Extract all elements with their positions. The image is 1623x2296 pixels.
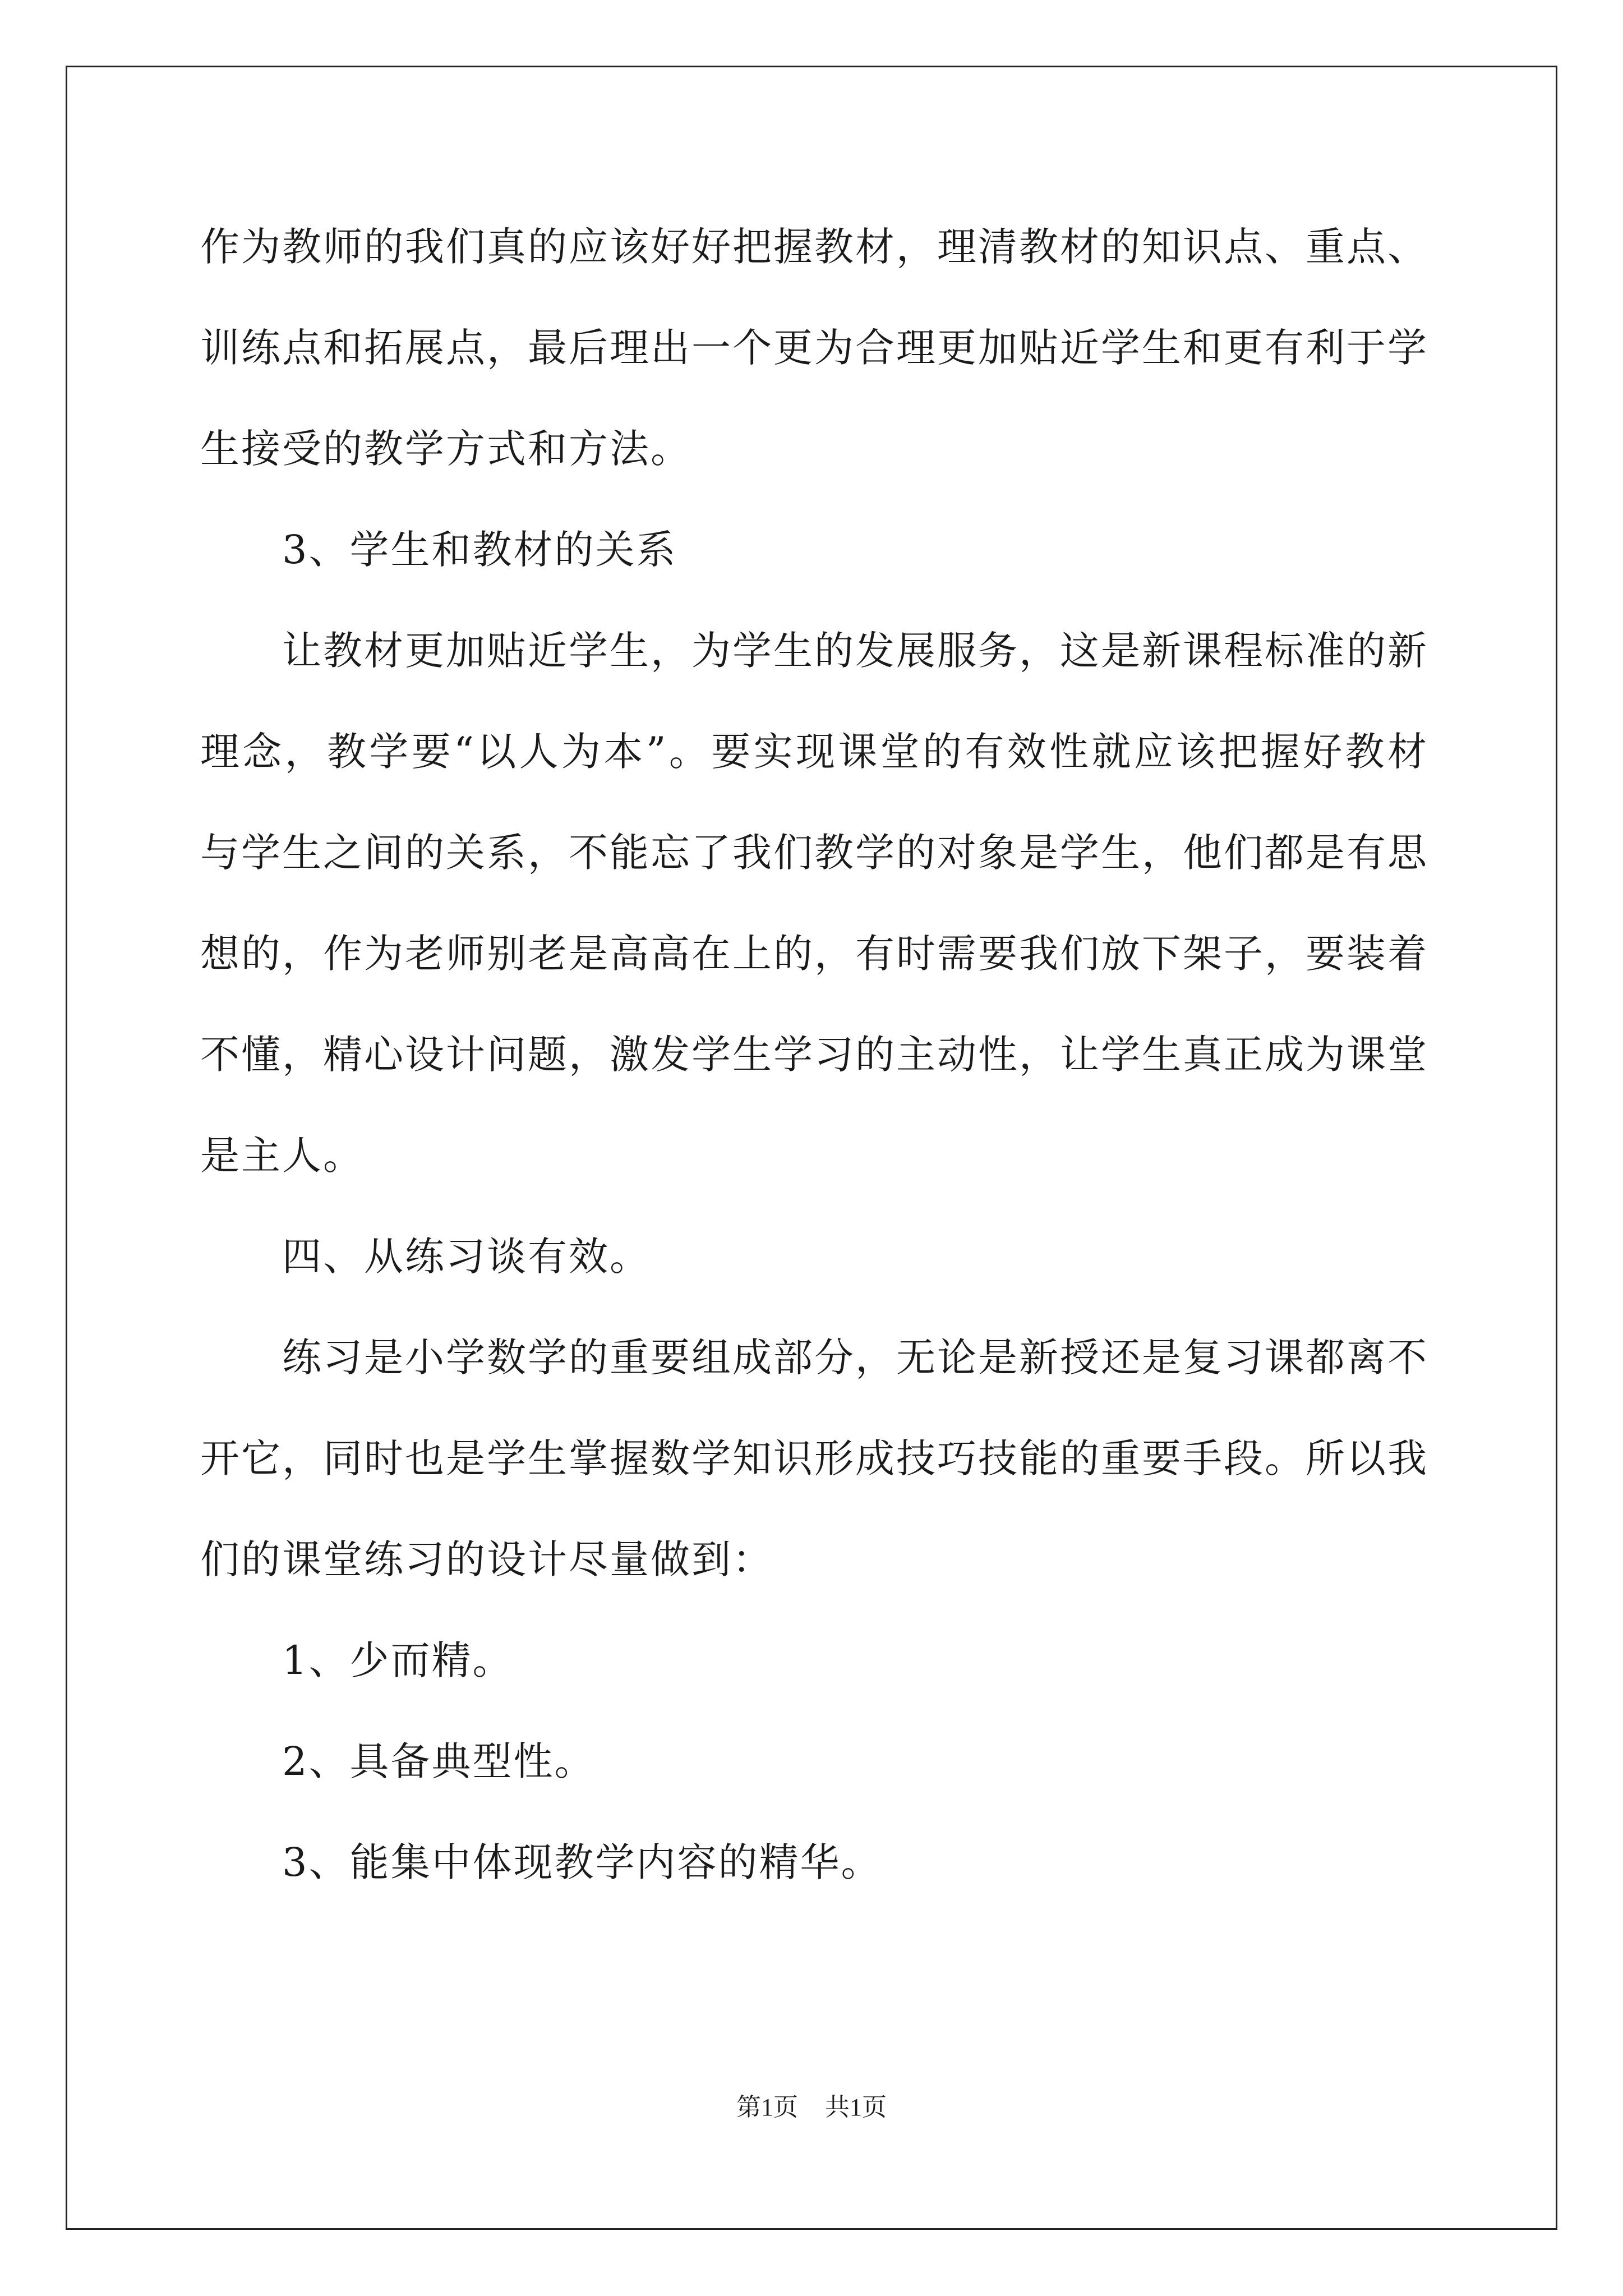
- document-body: [200, 196, 1428, 1913]
- paragraph: 四、从练习谈有效。: [282, 1234, 651, 1280]
- paragraph: 作为教师的我们真的应该好好把握教材，理清教材的知识点、重点、训练点和拓展点，最后理出一个更为合理更加贴近学生和更有利于学生接受的教学方式和方法。: [200, 224, 1428, 472]
- paragraph: 让教材更加贴近学生，为学生的发展服务，这是新课程标准的新理念，教学要“以人为本”。要实现课堂的有效性就应该把握好教材与学生之间的关系，不能忘了我们教学的对象是学生，他们都是有思想的，作为老师别老是高高在上的，有时需要我们放下架子，要装着不懂，精心设计问题，激发学生学习的主动性，让学生真正成为课堂是主人。: [200, 628, 1428, 1179]
- page-total: 共1页: [825, 2093, 887, 2121]
- paragraph: 1、少而精。: [282, 1637, 514, 1683]
- page-footer: [0, 2087, 1623, 2123]
- paragraph: 3、学生和教材的关系: [282, 527, 677, 573]
- page-number: 第1页: [736, 2093, 798, 2121]
- paragraph: 练习是小学数学的重要组成部分，无论是新授还是复习课都离不开它，同时也是学生掌握数学知识形成技巧技能的重要手段。所以我们的课堂练习的设计尽量做到：: [200, 1335, 1428, 1582]
- paragraph: 3、能集中体现教学内容的精华。: [282, 1839, 882, 1885]
- paragraph: 2、具备典型性。: [282, 1738, 596, 1784]
